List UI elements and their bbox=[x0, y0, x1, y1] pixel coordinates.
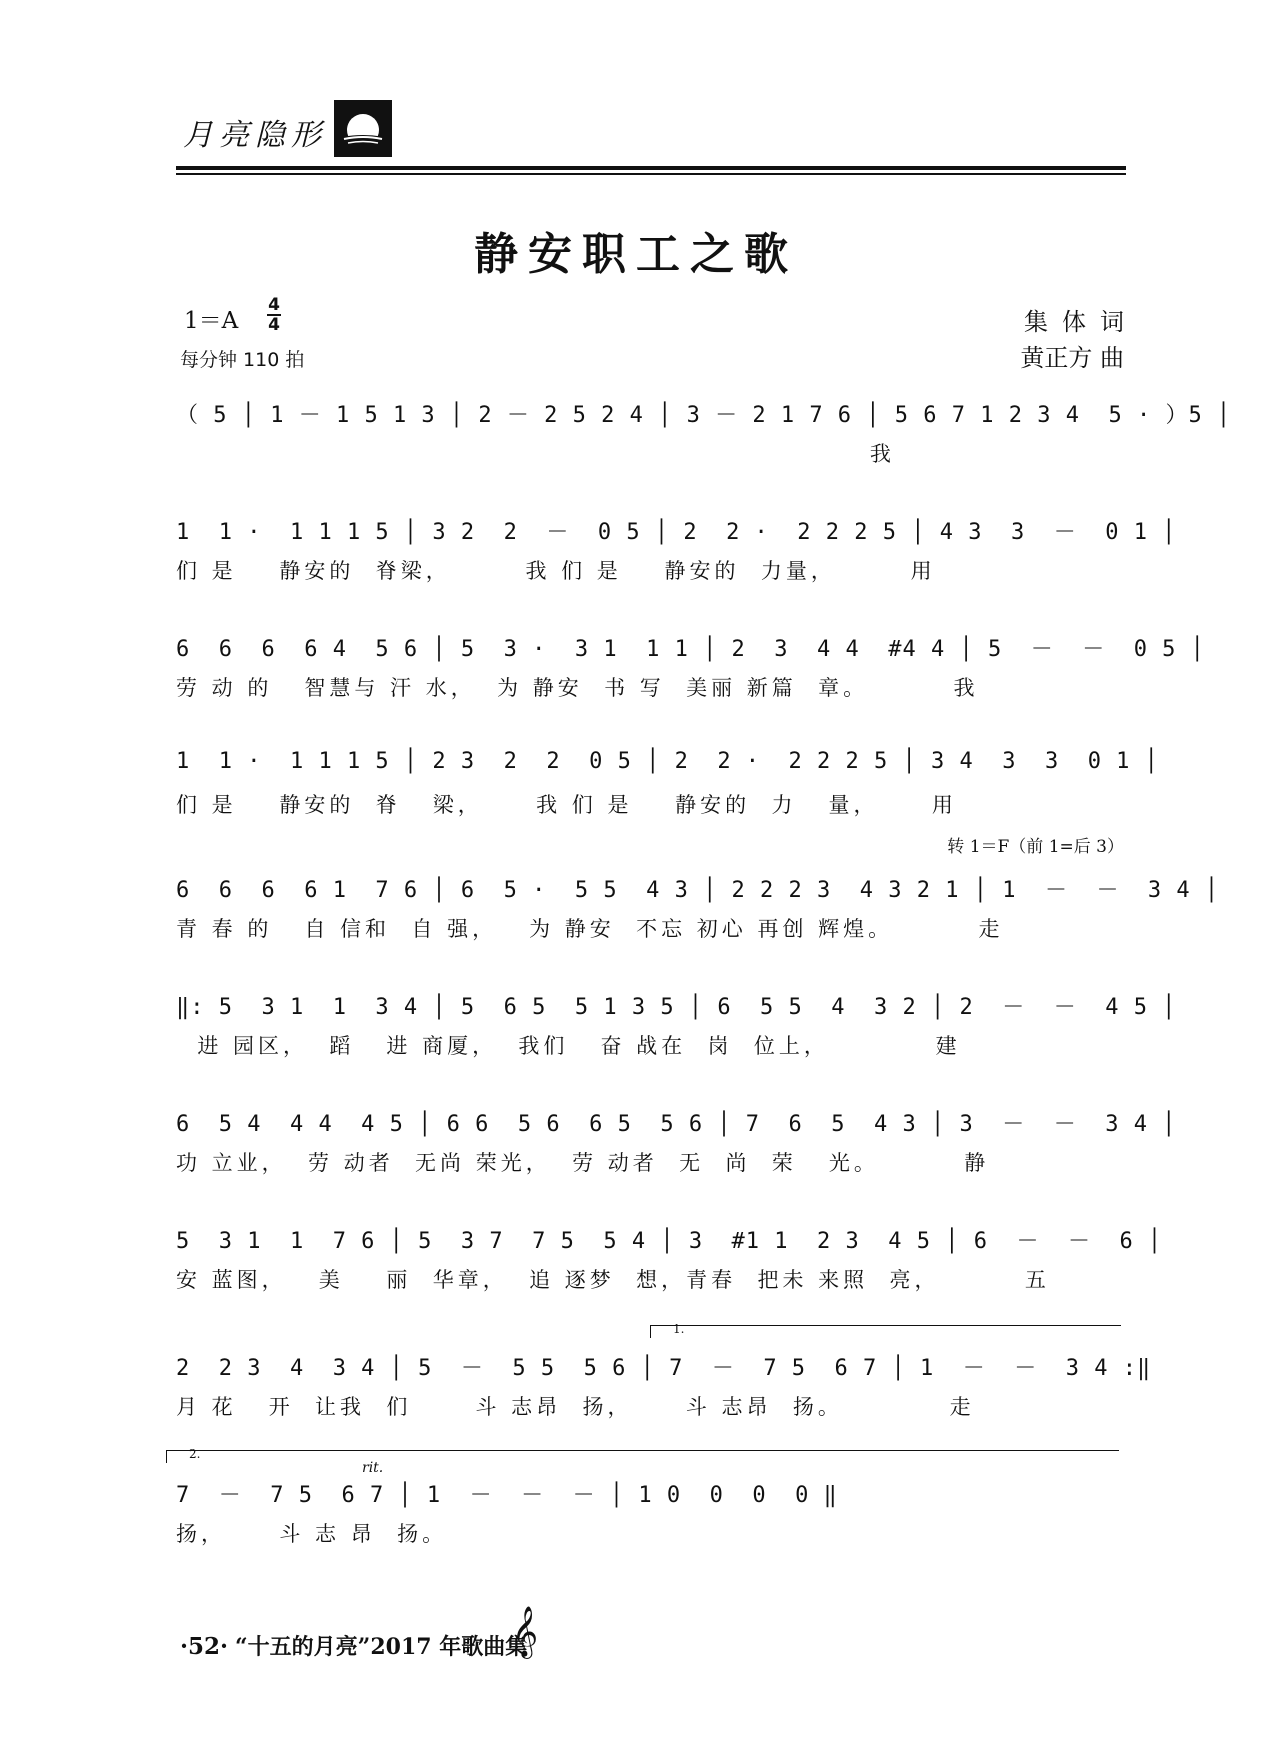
first-ending-bracket bbox=[650, 1322, 1121, 1338]
notes-line: 5 3 1 1 7 6 │ 5 3 7 7 5 5 4 │ 3 #1 1 2 3 4 5 │ 6 － － 6 │ bbox=[176, 1229, 1163, 1254]
book-title: “十五的月亮”2017 年歌曲集 bbox=[235, 1634, 528, 1660]
moon-logo-icon bbox=[334, 100, 392, 157]
notes-line: 6 6 6 6 1 7 6 │ 6 5 · 5 5 4 3 │ 2 2 2 3 4 3 2 1 │ 1 － － 3 4 │ bbox=[176, 878, 1220, 903]
song-title: 静安职工之歌 bbox=[474, 229, 798, 280]
lyrics-line: 们 是 静安的 脊梁， 我 们 是 静安的 力量， 用 bbox=[176, 559, 936, 583]
notes-line: 7 － 7 5 6 7 │ 1 － － － │ 1 0 0 0 0 ‖ bbox=[176, 1483, 838, 1508]
notes-line: 6 6 6 6 4 5 6 │ 5 3 · 3 1 1 1 │ 2 3 4 4 #4 4 │ 5 － － 0 5 │ bbox=[176, 637, 1205, 662]
composer-credit: 黄正方 曲 bbox=[1020, 344, 1124, 372]
lyrics-line: 月 花 开 让我 们 斗 志昂 扬， 斗 志昂 扬。 走 bbox=[176, 1395, 975, 1419]
time-signature-top: 4 bbox=[268, 295, 280, 315]
lyrics-line: 青 春 的 自 信和 自 强， 为 静安 不忘 初心 再创 辉煌。 走 bbox=[176, 917, 1004, 941]
lyrics-line: 劳 动 的 智慧与 汗 水， 为 静安 书 写 美丽 新篇 章。 我 bbox=[176, 676, 979, 700]
header-logo bbox=[183, 100, 396, 160]
header-rule-thick bbox=[176, 166, 1126, 170]
logo-text: 月亮隐形 bbox=[183, 118, 327, 153]
header-rule-thin bbox=[176, 173, 1126, 175]
lyrics-line: 功 立业， 劳 动者 无尚 荣光， 劳 动者 无 尚 荣 光。 静 bbox=[176, 1151, 990, 1175]
lyrics-line: 我 bbox=[176, 442, 895, 466]
lyricist-credit: 集体词 bbox=[1024, 308, 1138, 336]
key-signature: 1＝A bbox=[184, 308, 239, 334]
lyrics-line: 安 蓝图， 美 丽 华章， 追 逐梦 想，青春 把未 来照 亮， 五 bbox=[176, 1268, 1050, 1292]
notes-line: 1 1 · 1 1 1 5 │ 2 3 2 2 0 5 │ 2 2 · 2 2 2 5 │ 3 4 3 3 0 1 │ bbox=[176, 749, 1159, 774]
page-footer bbox=[180, 1630, 527, 1661]
modulation-marking: 转 1＝F（前 1=后 3） bbox=[947, 837, 1124, 857]
time-signature bbox=[266, 296, 282, 334]
page-number: ·52· bbox=[180, 1633, 229, 1660]
notes-line: 1 1 · 1 1 1 5 │ 3 2 2 － 0 5 │ 2 2 · 2 2 2 5 │ 4 3 3 － 0 1 │ bbox=[176, 520, 1177, 545]
notes-line: 2 2 3 4 3 4 │ 5 － 5 5 5 6 │ 7 － 7 5 6 7 │ 1 － － 3 4 :‖ bbox=[176, 1356, 1152, 1381]
notes-line: （ 5 │ 1 － 1 5 1 3 │ 2 － 2 5 2 4 │ 3 － 2 1 7 6 │ 5 6 7 1 2 3 4 5 · ）5 │ bbox=[176, 403, 1232, 428]
tempo-marking: 每分钟 110 拍 bbox=[180, 349, 305, 371]
lyrics-line: 扬， 斗 志 昂 扬。 bbox=[176, 1522, 448, 1546]
second-ending-bracket bbox=[166, 1447, 1119, 1463]
notes-line: ‖: 5 3 1 1 3 4 │ 5 6 5 5 1 3 5 │ 6 5 5 4 3 2 │ 2 － － 4 5 │ bbox=[176, 995, 1177, 1020]
first-ending-label: 1. bbox=[673, 1322, 685, 1336]
notes-line: 6 5 4 4 4 4 5 │ 6 6 5 6 6 5 5 6 │ 7 6 5 4 3 │ 3 － － 3 4 │ bbox=[176, 1112, 1177, 1137]
time-signature-bottom: 4 bbox=[268, 315, 280, 335]
second-ending-label: 2. bbox=[189, 1447, 201, 1461]
ritardando-marking: rit. bbox=[362, 1460, 384, 1476]
lyrics-line: 进 园区， 蹈 进 商厦， 我们 奋 战在 岗 位上， 建 bbox=[176, 1034, 961, 1058]
lyrics-line: 们 是 静安的 脊 梁， 我 们 是 静安的 力 量， 用 bbox=[176, 793, 957, 817]
treble-clef-icon: 𝄞 bbox=[512, 1606, 539, 1657]
